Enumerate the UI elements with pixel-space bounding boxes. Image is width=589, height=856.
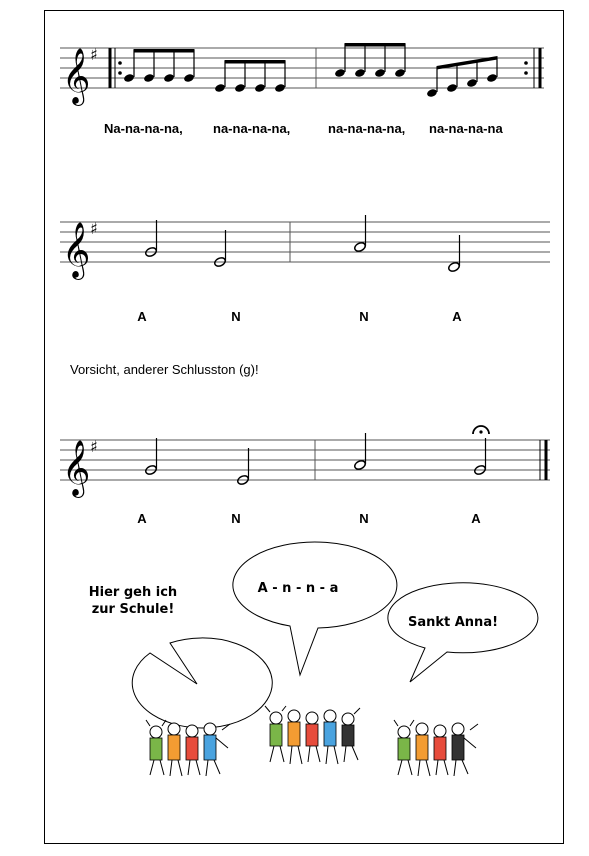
letter-6: N [231,511,241,526]
letter-3: N [359,309,369,324]
dancing-children-icon [144,720,234,780]
letter-2: N [231,309,241,324]
lyric-4: na-na-na-na [429,121,503,136]
sharp-icon: ♯ [90,437,98,456]
treble-clef-icon: 𝄞 [62,440,91,496]
bubble-middle-text: A - n - n - a [257,581,339,596]
bubble-left-line-2: zur Schule! [91,602,175,617]
lyric-3: na-na-na-na, [328,121,406,136]
letter-8: A [471,511,481,526]
dancing-children-icon [262,706,362,768]
treble-clef-icon: 𝄞 [62,222,91,278]
letter-4: A [452,309,462,324]
treble-clef-icon: 𝄞 [62,48,91,104]
dancing-children-icon [392,720,482,780]
letter-5: A [137,511,147,526]
speech-bubble-left [132,638,272,728]
sharp-icon: ♯ [90,45,98,64]
speech-bubble-right [388,583,538,682]
warning-note: Vorsicht, anderer Schlusston (g)! [70,362,259,377]
sharp-icon: ♯ [90,219,98,238]
bubble-left-line-1: Hier geh ich [88,585,178,600]
lyric-1: Na-na-na-na, [104,121,183,136]
bubble-left-text [70,584,196,618]
letter-7: N [359,511,369,526]
bubble-right-text: Sankt Anna! [407,615,499,630]
letter-1: A [137,309,147,324]
lyric-2: na-na-na-na, [213,121,291,136]
